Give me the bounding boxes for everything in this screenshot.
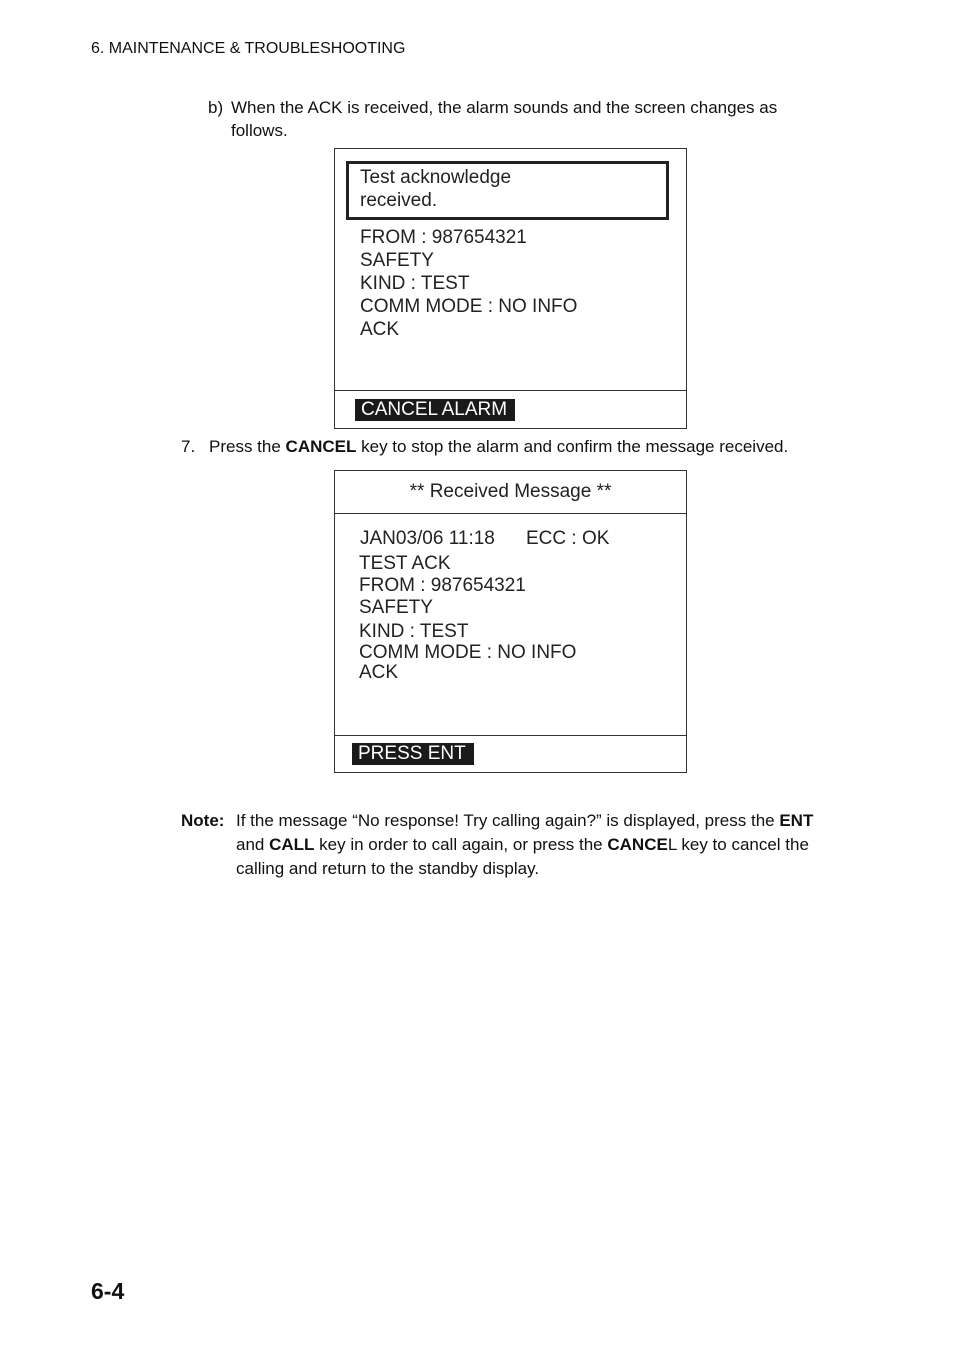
softkey-divider: [335, 735, 686, 736]
cancel-key-label: CANCEL: [285, 437, 357, 456]
ecc-status: ECC : OK: [526, 528, 610, 549]
date-time: JAN03/06 11:18: [360, 528, 495, 549]
comm-mode-line: COMM MODE : NO INFO: [359, 642, 577, 663]
step-b-text: When the ACK is received, the alarm sounds and the screen changes as follows.: [231, 98, 778, 140]
received-message-title: ** Received Message **: [409, 481, 612, 502]
note-text-3: key in order to call again, or press the: [314, 835, 608, 854]
ent-key-label: ENT: [779, 811, 814, 830]
step-7-text-pre: Press the: [209, 437, 286, 456]
step-7-text-post: key to stop the alarm and confirm the message received.: [356, 437, 789, 456]
test-ack-line: TEST ACK: [359, 553, 451, 574]
softkey-divider: [335, 390, 686, 391]
press-ent-softkey[interactable]: PRESS ENT: [352, 743, 474, 765]
screen-ack-received: [334, 148, 687, 429]
page-number: 6-4: [91, 1278, 125, 1304]
from-line: FROM : 987654321: [359, 575, 526, 596]
cancel-alarm-softkey[interactable]: CANCEL ALARM: [355, 399, 515, 421]
ack-line: ACK: [360, 319, 400, 340]
step-7: [181, 437, 788, 457]
ack-line: ACK: [359, 662, 399, 683]
category-line: SAFETY: [359, 597, 433, 618]
note-body: [236, 809, 841, 881]
title-divider: [335, 513, 686, 514]
note-text-2: and: [236, 835, 270, 854]
note-label: Note:: [181, 811, 225, 830]
screen-received-message: [334, 470, 687, 773]
category-line: SAFETY: [360, 250, 434, 271]
ack-message-line2: received.: [360, 190, 438, 211]
note-text-4: L key to cancel the calling and return to the standby display.: [236, 835, 809, 878]
kind-line: KIND : TEST: [360, 273, 470, 294]
running-header: 6. MAINTENANCE & TROUBLESHOOTING: [91, 40, 406, 57]
note: [181, 809, 841, 881]
ack-message-line1: Test acknowledge: [360, 167, 512, 188]
cancel-key-label: CANCE: [607, 835, 668, 854]
step-b-label: b): [208, 98, 224, 117]
step-b: [208, 96, 828, 142]
comm-mode-line: COMM MODE : NO INFO: [360, 296, 578, 317]
step-7-number: 7.: [181, 437, 196, 456]
from-line: FROM : 987654321: [360, 227, 527, 248]
kind-line: KIND : TEST: [359, 621, 469, 642]
call-key-label: CALL: [269, 835, 315, 854]
note-text-1: If the message “No response! Try calling again?” is displayed, press the: [236, 811, 780, 830]
